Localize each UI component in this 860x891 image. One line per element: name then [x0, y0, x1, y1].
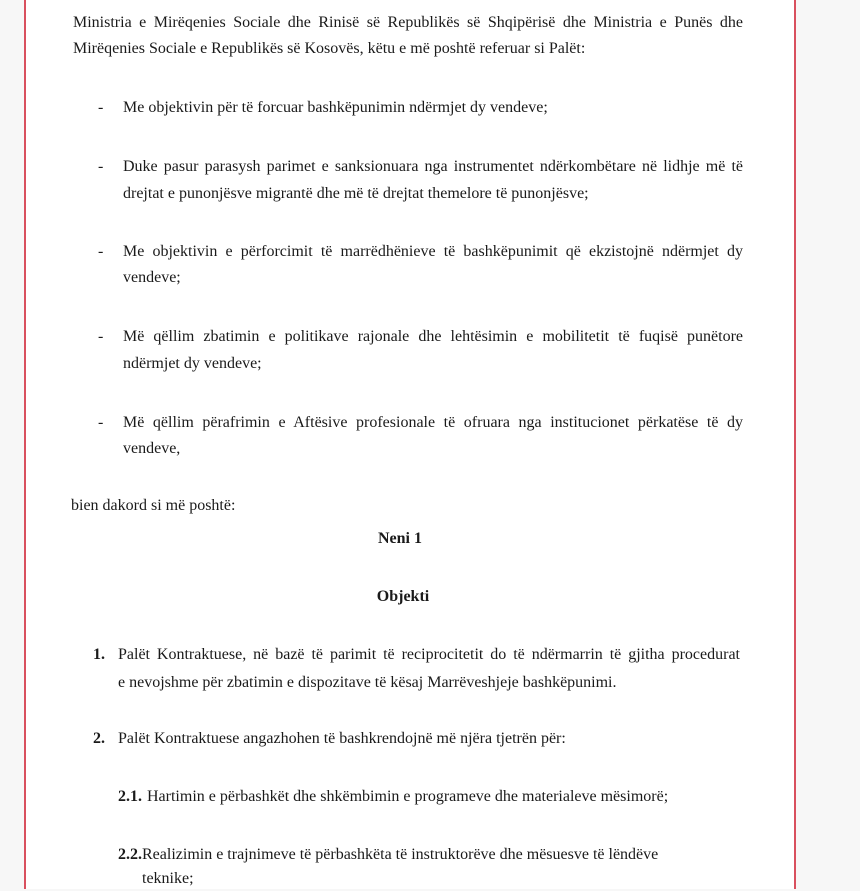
subitem-text: Realizimin e trajnimeve të përbashkëta të instruktorëve dhe mësuesve të lëndëve — [142, 846, 659, 863]
bullet-marker: - — [98, 414, 104, 431]
bullet-text: Duke pasur parasysh parimet e sanksionuara nga instrumentet ndërkombëtare në lidhje më të — [123, 158, 743, 175]
item-text: Palët Kontraktuese angazhohen të bashkrendojnë më njëra tjetrën për: — [118, 730, 566, 747]
bullet-text: Më qëllim zbatimin e politikave rajonale dhe lehtësimin e mobilitetit të fuqisë punëtore — [123, 328, 743, 345]
bullet-marker: - — [98, 328, 104, 345]
subitem-text: teknike; — [142, 870, 194, 887]
preamble-line-2: Mirëqenies Sociale e Republikës së Kosovës, këtu e më poshtë referuar si Palët: — [73, 40, 586, 57]
item-number: 2. — [93, 730, 105, 747]
bullet-marker: - — [98, 158, 104, 175]
page-border-right — [794, 0, 796, 889]
subitem-text: Hartimin e përbashkët dhe shkëmbimin e programeve dhe materialeve mësimorë; — [147, 788, 669, 805]
bullet-text: Më qëllim përafrimin e Aftësive profesionale të ofruara nga institucionet përkatëse të dy — [123, 414, 743, 431]
bullet-marker: - — [98, 99, 104, 116]
bullet-text: vendeve; — [123, 269, 181, 286]
bullet-text: Me objektivin për të forcuar bashkëpunimin ndërmjet dy vendeve; — [123, 99, 548, 116]
preamble-line-1: Ministria e Mirëqenies Sociale dhe Rinisë së Republikës së Shqipërisë dhe Ministria e Punës dhe — [73, 14, 743, 31]
subitem-number: 2.2. — [118, 846, 142, 863]
bullet-text: vendeve, — [123, 440, 181, 457]
bullet-text: drejtat e punonjësve migrantë dhe më të drejtat themelore të punonjësve; — [123, 185, 589, 202]
article-heading: Neni 1 — [378, 530, 422, 547]
bullet-marker: - — [98, 243, 104, 260]
item-text: Palët Kontraktuese, në bazë të parimit të reciprocitetit do të ndërmarrin të gjitha procedurat — [118, 646, 740, 663]
subitem-number: 2.1. — [118, 788, 142, 805]
agreement-text: bien dakord si më poshtë: — [71, 497, 236, 514]
item-text: e nevojshme për zbatimin e dispozitave të kësaj Marrëveshjeje bashkëpunimi. — [118, 674, 617, 691]
bullet-text: ndërmjet dy vendeve; — [123, 355, 262, 372]
page-border-left — [24, 0, 26, 889]
item-number: 1. — [93, 646, 105, 663]
article-title: Objekti — [376, 588, 430, 605]
bullet-text: Me objektivin e përforcimit të marrëdhënieve të bashkëpunimit që ekzistojnë ndërmjet dy — [123, 243, 743, 260]
